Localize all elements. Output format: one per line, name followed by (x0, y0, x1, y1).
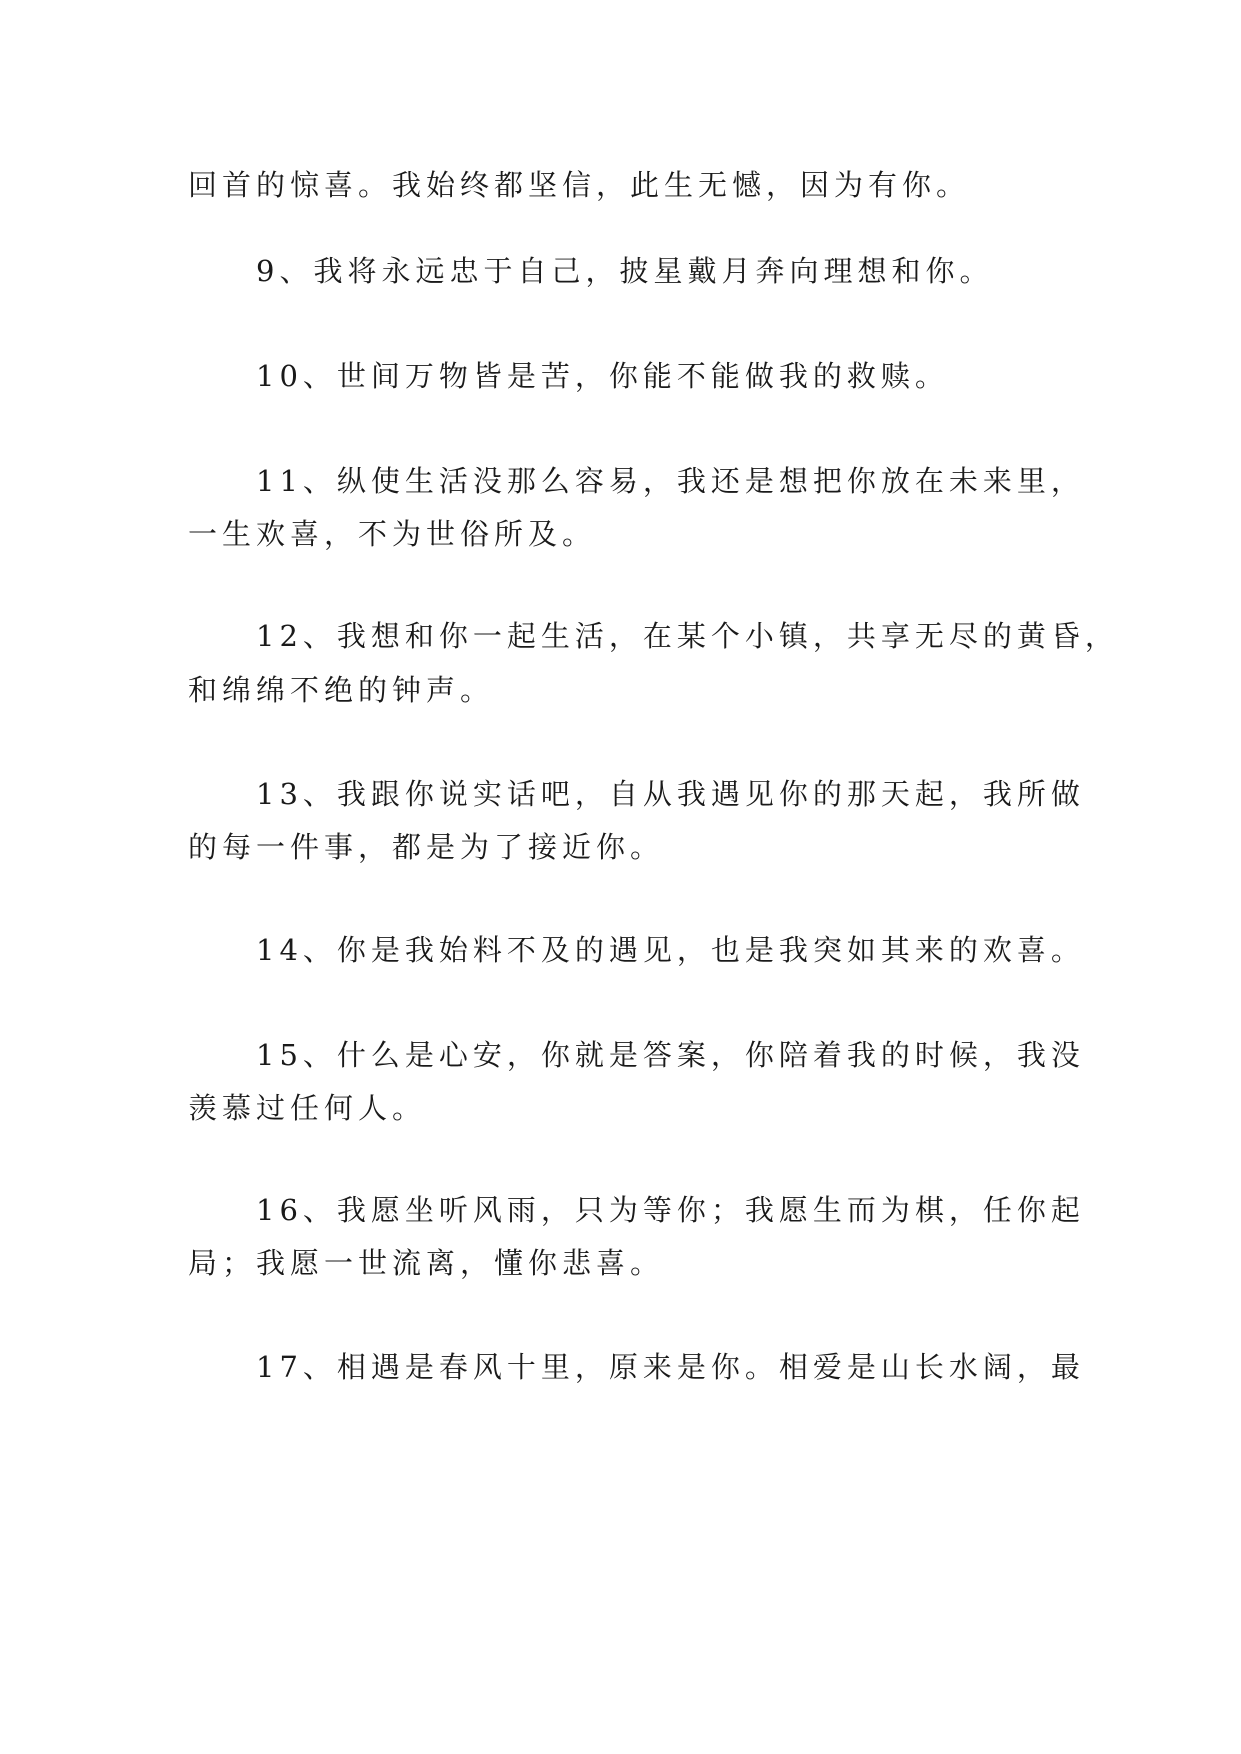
text-line: 一生欢喜，不为世俗所及。 (188, 517, 597, 551)
text-line: 16、我愿坐听风雨，只为等你；我愿生而为棋，任你起 (256, 1193, 1085, 1227)
text-line: 局；我愿一世流离，懂你悲喜。 (188, 1246, 665, 1280)
text-line: 10、世间万物皆是苦，你能不能做我的救赎。 (256, 359, 949, 393)
text-line: 羡慕过任何人。 (188, 1091, 427, 1125)
text-line: 13、我跟你说实话吧，自从我遇见你的那天起，我所做 (256, 777, 1085, 811)
text-line: 的每一件事，都是为了接近你。 (188, 830, 665, 864)
text-line: 和绵绵不绝的钟声。 (188, 673, 495, 707)
text-line: 9、我将永远忠于自己，披星戴月奔向理想和你。 (256, 254, 994, 288)
text-line: 11、纵使生活没那么容易，我还是想把你放在未来里， (256, 464, 1085, 498)
text-line: 15、什么是心安，你就是答案，你陪着我的时候，我没 (256, 1038, 1085, 1072)
text-line: 14、你是我始料不及的遇见，也是我突如其来的欢喜。 (256, 933, 1085, 967)
text-line: 12、我想和你一起生活，在某个小镇，共享无尽的黄昏， (256, 619, 1119, 653)
text-line: 回首的惊喜。我始终都坚信，此生无憾，因为有你。 (188, 168, 971, 202)
text-line: 17、相遇是春风十里，原来是你。相爱是山长水阔，最 (256, 1350, 1085, 1384)
